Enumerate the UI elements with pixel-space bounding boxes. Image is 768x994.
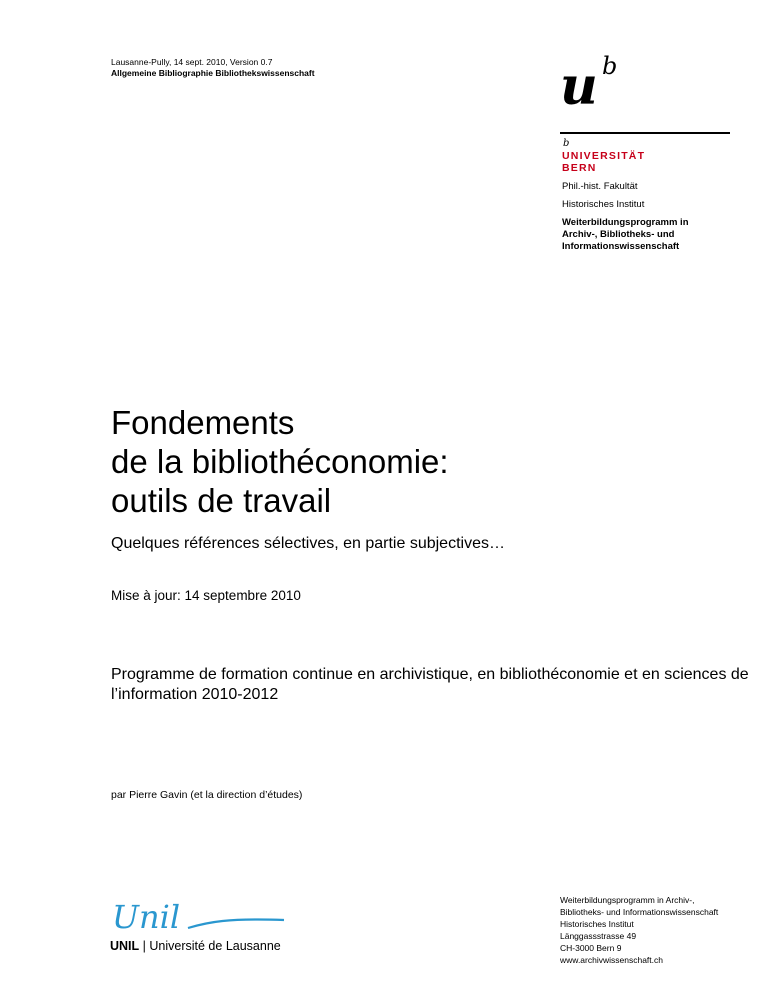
footer-line1: Weiterbildungsprogramm in Archiv-, [560, 895, 695, 905]
footer-address [560, 894, 718, 966]
title-line3: outils de travail [111, 482, 332, 519]
series-title: Allgemeine Bibliographie Bibliothekswissenschaft [111, 68, 315, 78]
programme-line1: Weiterbildungsprogramm in [562, 217, 689, 228]
unil-name: Université de Lausanne [149, 939, 281, 953]
ub-logo [560, 52, 624, 110]
unil-logo [108, 898, 288, 938]
footer-line2: Bibliotheks- und Informationswissenschaft [560, 907, 719, 917]
footer-line4: Länggassstrasse 49 [560, 931, 637, 941]
university-name [562, 150, 645, 174]
svg-text:u: u [560, 56, 598, 110]
footer-website-link[interactable]: www.archivwissenschaft.ch [560, 955, 663, 965]
university-b-mark: b [563, 138, 570, 149]
update-date: Mise à jour: 14 septembre 2010 [111, 588, 301, 603]
programme-name [562, 217, 689, 253]
unil-script: Unil [112, 898, 181, 936]
subtitle: Quelques références sélectives, en partie subjectives… [111, 535, 505, 552]
footer-line3: Historisches Institut [560, 919, 634, 929]
faculty: Phil.-hist. Fakultät [562, 181, 638, 192]
university-name-line2: BERN [562, 162, 597, 174]
unil-wordmark [110, 939, 281, 953]
logo-divider [560, 132, 730, 134]
programme-line2: Archiv-, Bibliotheks- und [562, 229, 675, 240]
header-block [111, 57, 315, 79]
title-line1: Fondements [111, 404, 295, 441]
university-name-line1: UNIVERSITÄT [562, 150, 646, 162]
svg-text:b: b [602, 52, 618, 80]
author: par Pierre Gavin (et la direction d’études) [111, 789, 303, 801]
programme-line3: Informationswissenschaft [562, 241, 680, 252]
unil-separator: | [142, 939, 146, 953]
footer-line5: CH-3000 Bern 9 [560, 943, 622, 953]
institute: Historisches Institut [562, 199, 645, 210]
programme-description: Programme de formation continue en archivistique, en bibliothéconomie et en sciences de l’information 2010-2012 [111, 666, 749, 703]
place-date-version: Lausanne-Pully, 14 sept. 2010, Version 0.7 [111, 57, 273, 67]
title-line2: de la bibliothéconomie: [111, 443, 449, 480]
unil-abbr: UNIL [110, 939, 140, 953]
faculty-block [562, 181, 689, 253]
